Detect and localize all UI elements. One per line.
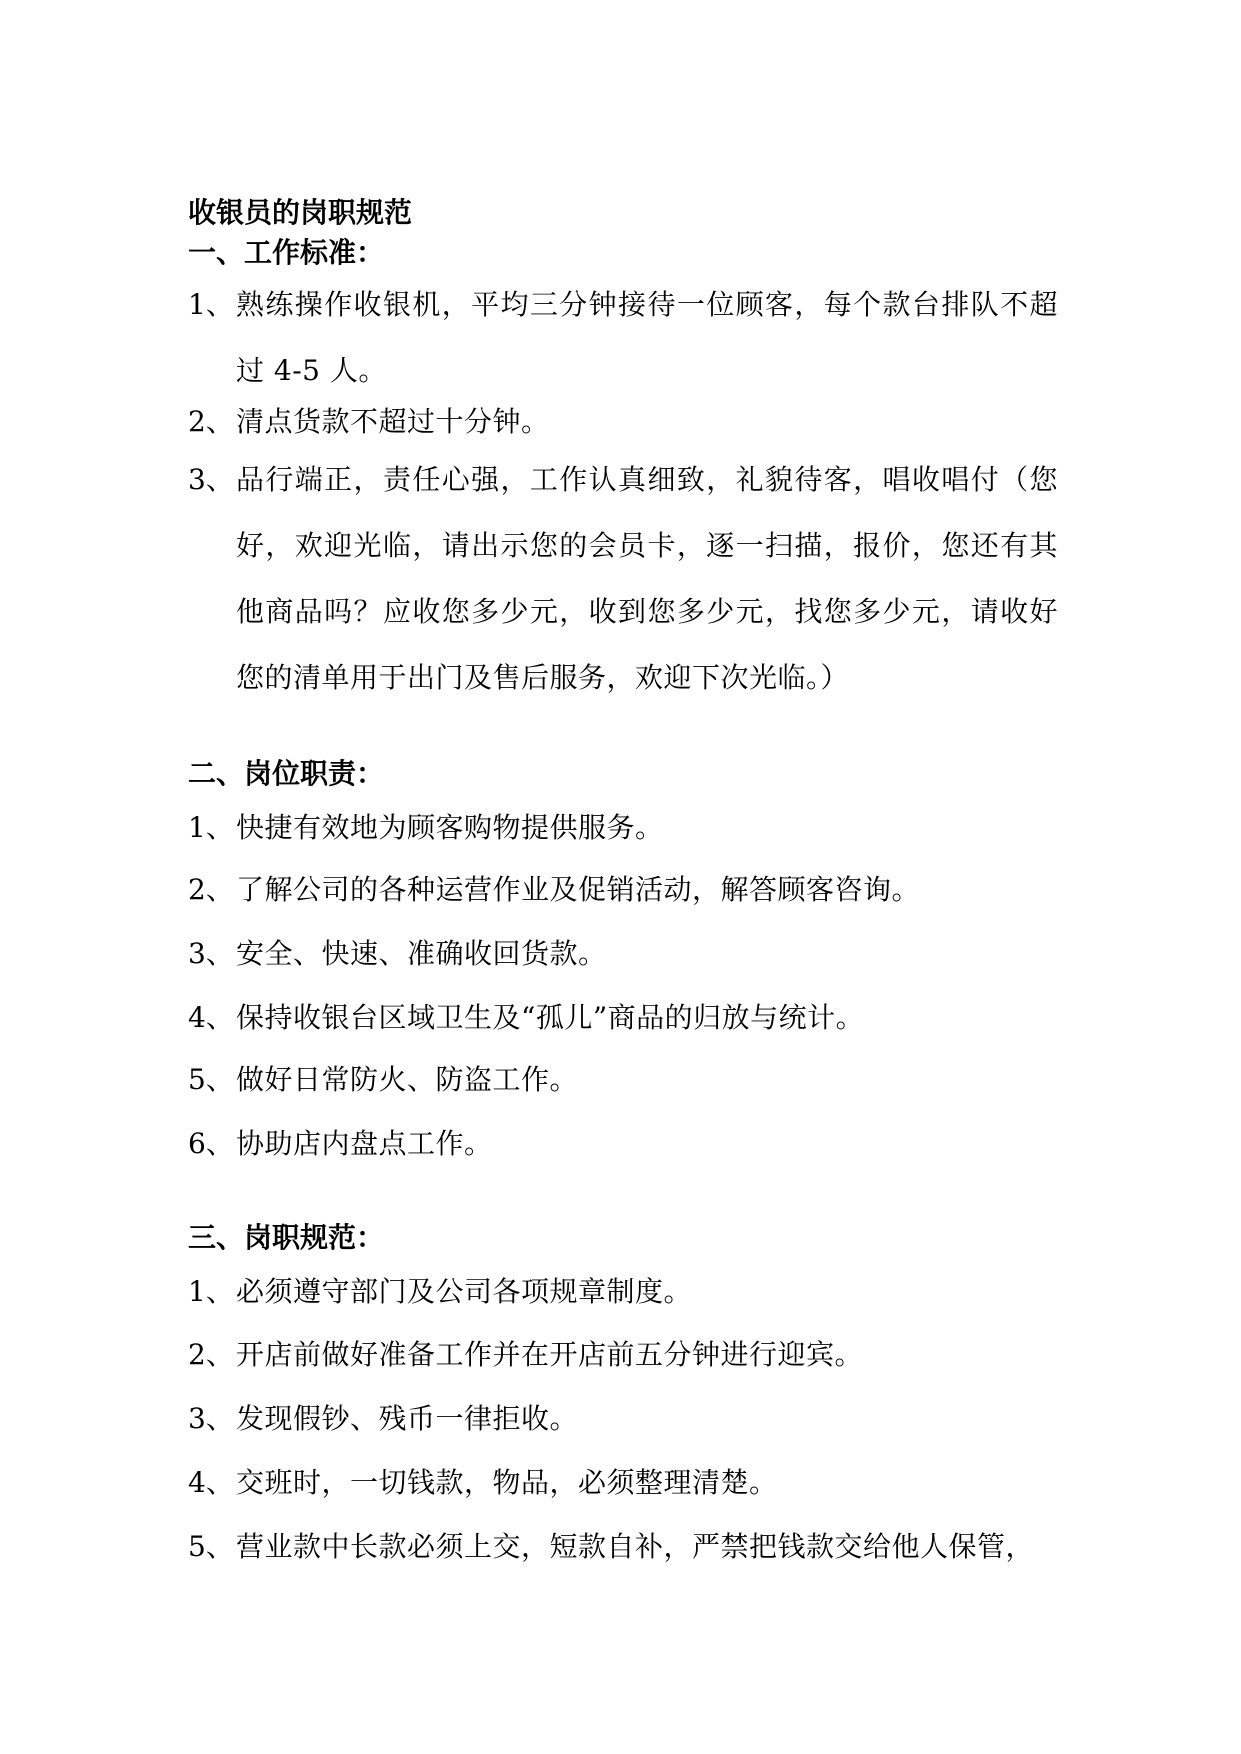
list-item-number: 3、 [188, 937, 234, 970]
list-item-text: 熟练操作收银机，平均三分钟接待一位顾客，每个款台排队不超过 4-5 人。 [236, 288, 1058, 387]
list-item [188, 857, 1058, 923]
list-item-number: 2、 [188, 873, 234, 906]
list-item [188, 921, 1058, 987]
list-item-number: 4、 [188, 1001, 234, 1034]
section-heading-work-standards: 一、工作标准： [188, 236, 385, 269]
list-item-number: 4、 [188, 1466, 234, 1499]
list-item [188, 1514, 1058, 1580]
list-item [188, 1259, 1058, 1325]
list-item-number: 3、 [188, 1402, 234, 1435]
list-item-number: 1、 [188, 1275, 234, 1308]
list-item [188, 985, 1058, 1051]
list-item-text: 做好日常防火、防盗工作。 [236, 1063, 579, 1096]
list-item-text: 清点货款不超过十分钟。 [236, 405, 550, 438]
section-heading-responsibilities: 二、岗位职责： [188, 757, 385, 790]
list-item-text: 快捷有效地为顾客购物提供服务。 [236, 811, 664, 844]
list-item-number: 1、 [188, 811, 234, 844]
list-item-text: 交班时，一切钱款，物品，必须整理清楚。 [236, 1466, 778, 1499]
document-title: 收银员的岗职规范 [188, 196, 413, 229]
list-item-number: 2、 [188, 405, 234, 438]
list-item-number: 6、 [188, 1127, 234, 1160]
list-item-number: 5、 [188, 1063, 234, 1096]
list-item [188, 1111, 1058, 1177]
list-item [188, 1386, 1058, 1452]
list-item-number: 5、 [188, 1530, 234, 1563]
list-item-text: 品行端正，责任心强，工作认真细致，礼貌待客，唱收唱付（您好，欢迎光临，请出示您的会员卡，逐一扫描，报价，您还有其他商品吗？应收您多少元，收到您多少元，找您多少元，请收好您的清单用于出门及售后服务，欢迎下次光临。） [236, 463, 1058, 694]
list-item-number: 2、 [188, 1338, 234, 1371]
list-item [188, 1450, 1058, 1516]
list-item-text: 了解公司的各种运营作业及促销活动，解答顾客咨询。 [236, 873, 921, 906]
list-item-number: 1、 [188, 288, 234, 321]
list-item [188, 795, 1058, 861]
list-item-text: 开店前做好准备工作并在开店前五分钟进行迎宾。 [236, 1338, 864, 1371]
list-item [188, 389, 1058, 455]
section-heading-job-norms: 三、岗职规范： [188, 1221, 385, 1254]
list-item-text: 协助店内盘点工作。 [236, 1127, 493, 1160]
list-item-number: 3、 [188, 463, 234, 496]
list-item-text: 安全、快速、准确收回货款。 [236, 937, 607, 970]
list-item-text: 发现假钞、残币一律拒收。 [236, 1402, 579, 1435]
list-item [188, 1322, 1058, 1388]
list-item [188, 272, 1058, 404]
list-item [188, 1047, 1058, 1113]
list-item [188, 447, 1058, 711]
list-item-text: 必须遵守部门及公司各项规章制度。 [236, 1275, 693, 1308]
list-item-text: 保持收银台区域卫生及“孤儿”商品的归放与统计。 [236, 1001, 865, 1034]
list-item-text: 营业款中长款必须上交，短款自补，严禁把钱款交给他人保管， [236, 1530, 1035, 1563]
